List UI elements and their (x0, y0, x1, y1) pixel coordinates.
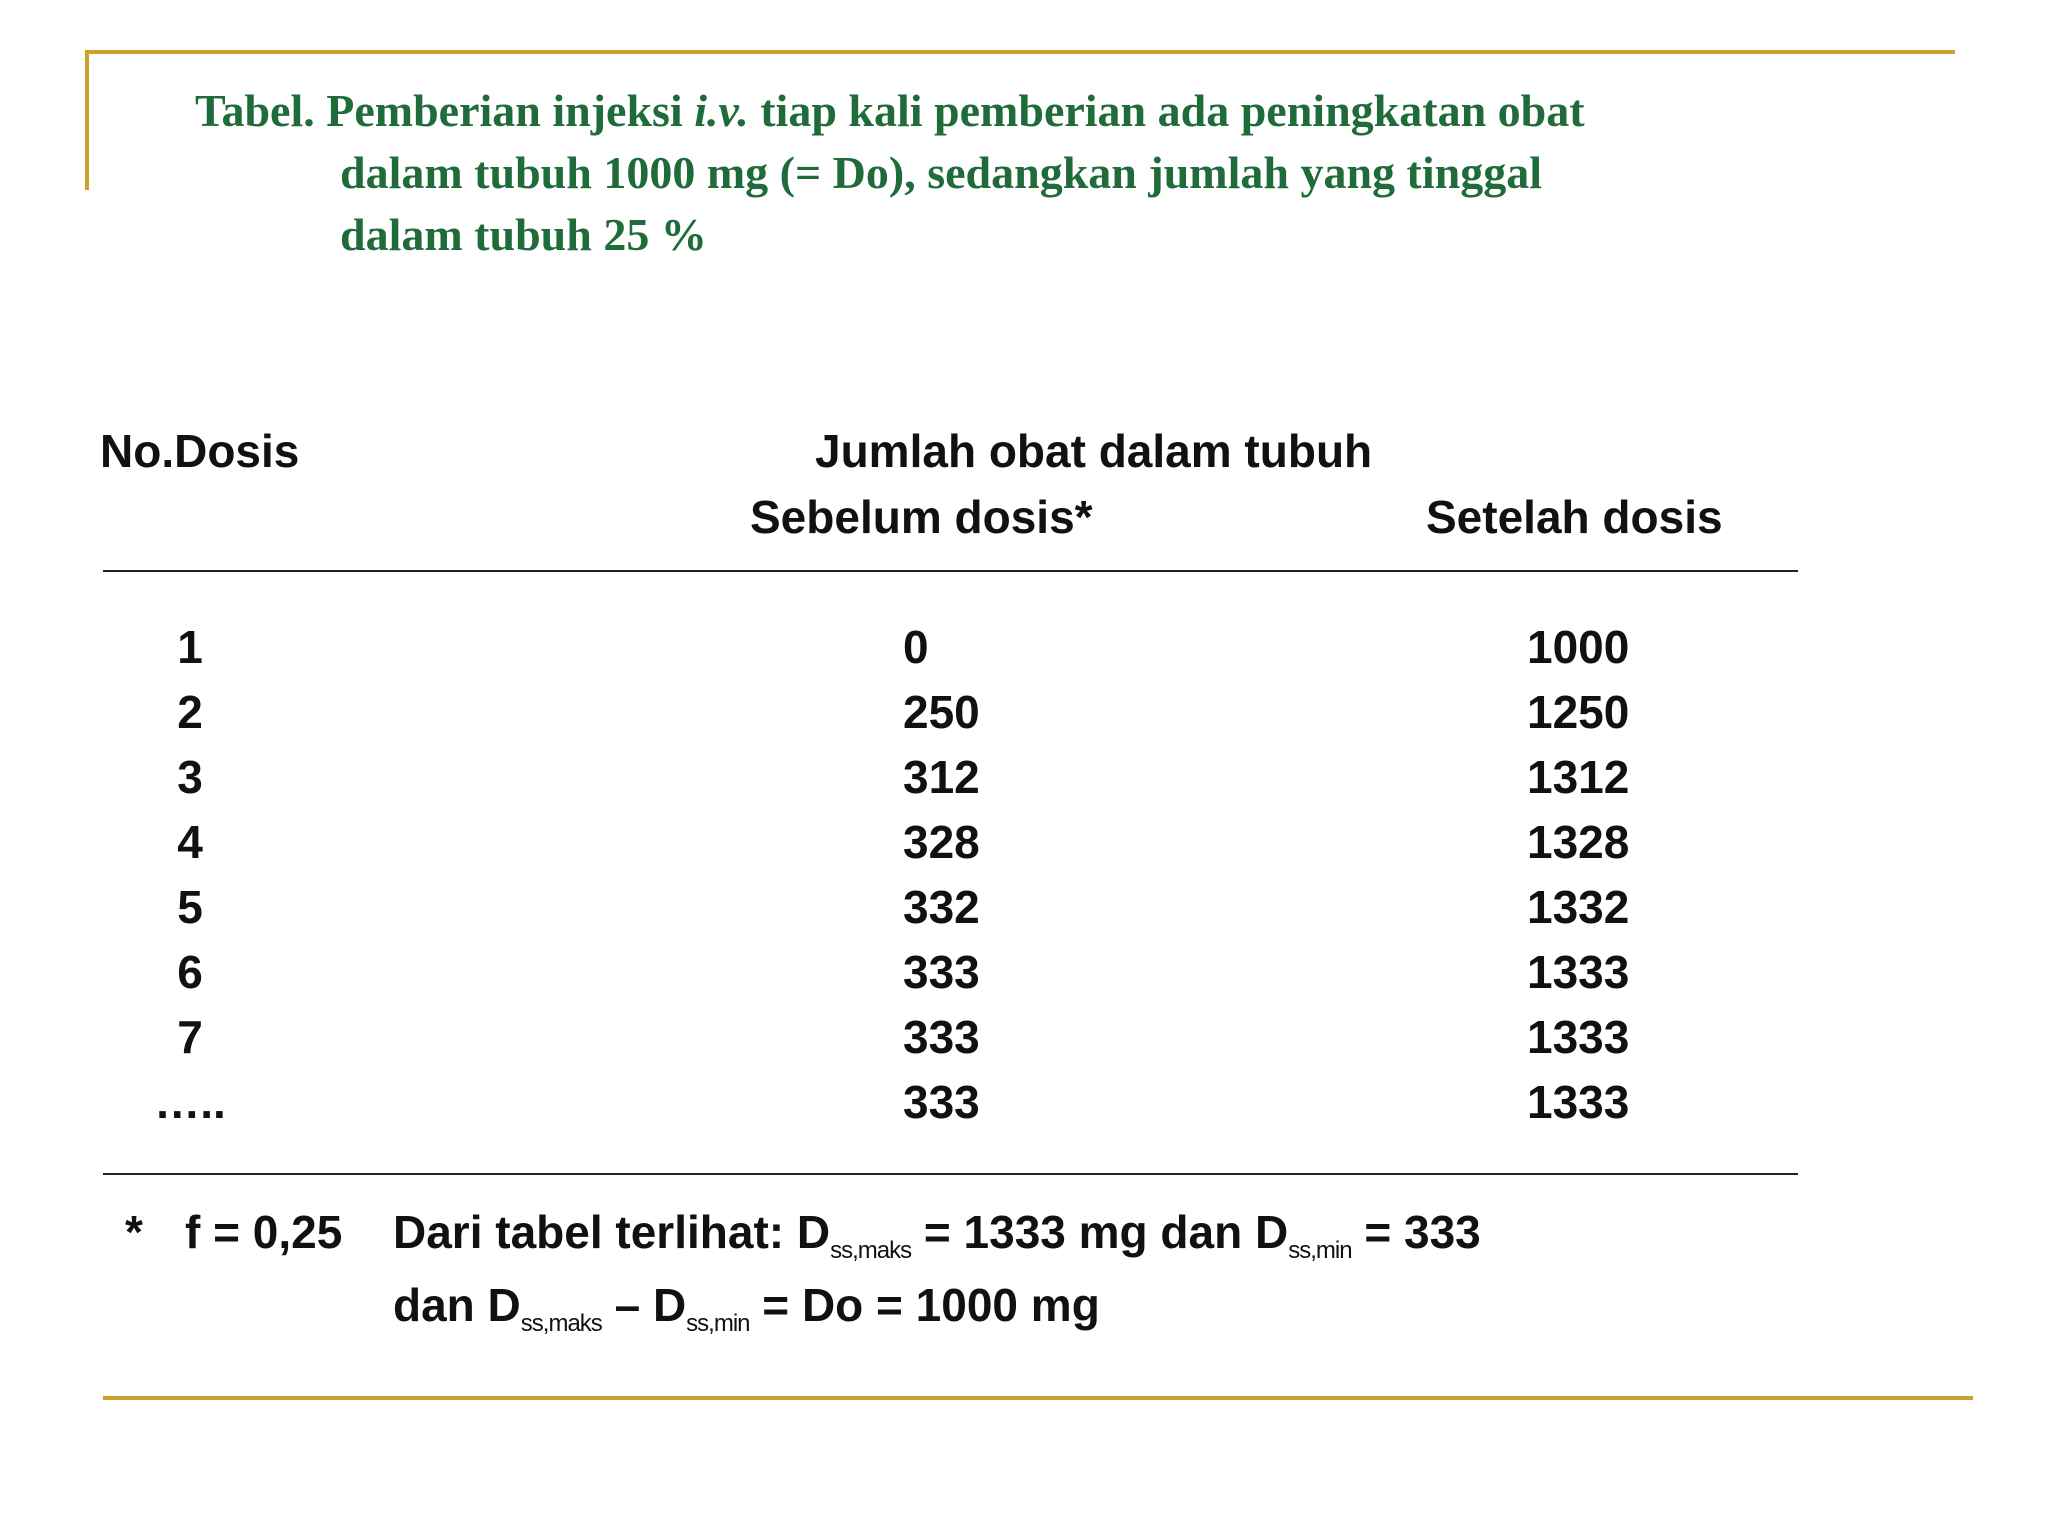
cell-no-dosis: 1 (177, 621, 203, 673)
footnote-f-value: f = 0,25 (185, 1206, 343, 1258)
title-line-2: dalam tubuh 1000 mg (= Do), sedangkan jumlah yang tinggal (340, 147, 1542, 198)
title-line-1: Tabel. Pemberian injeksi i.v. tiap kali pemberian ada peningkatan obat (195, 85, 1585, 136)
table-row (0, 615, 2048, 680)
table-bottom-rule (103, 1173, 1798, 1175)
table-row (0, 875, 2048, 940)
cell-sebelum-dosis: 333 (903, 1076, 980, 1128)
frame-left-line (85, 50, 89, 190)
header-jumlah-obat: Jumlah obat dalam tubuh (815, 425, 1373, 477)
table-row (0, 680, 2048, 745)
cell-sebelum-dosis: 312 (903, 751, 980, 803)
cell-sebelum-dosis: 333 (903, 1011, 980, 1063)
header-sebelum-dosis: Sebelum dosis* (750, 491, 1093, 543)
title-line-3: dalam tubuh 25 % (340, 209, 707, 260)
frame-top-line (85, 50, 1955, 54)
cell-setelah-dosis: 1333 (1527, 946, 1630, 998)
subscript-ss-maks: ss,maks (520, 1310, 602, 1337)
table-row (0, 810, 2048, 875)
subscript-ss-min: ss,min (1288, 1237, 1352, 1264)
cell-setelah-dosis: 1328 (1527, 816, 1630, 868)
title-italic-iv: i.v. (694, 85, 749, 136)
cell-sebelum-dosis: 333 (903, 946, 980, 998)
cell-setelah-dosis: 1332 (1527, 881, 1630, 933)
table-row (0, 1070, 2048, 1135)
table-row (0, 745, 2048, 810)
cell-no-dosis: 2 (177, 686, 203, 738)
frame-bottom-line (103, 1396, 1973, 1400)
cell-setelah-dosis: 1312 (1527, 751, 1630, 803)
cell-no-dosis: 3 (177, 751, 203, 803)
table-row (0, 1005, 2048, 1070)
footnote-star: * (125, 1206, 143, 1258)
cell-no-dosis: 6 (177, 946, 203, 998)
cell-setelah-dosis: 1333 (1527, 1011, 1630, 1063)
cell-setelah-dosis: 1000 (1527, 621, 1630, 673)
cell-sebelum-dosis: 0 (903, 621, 929, 673)
footnote-line-1: Dari tabel terlihat: $D_{ss,maks} = 1333$ mg dan $D_{ss,min} = 333$ (393, 1206, 1481, 1264)
footnote-line-2: dan $D_{ss,maks} - D_{ss,min} = Do = 1000$ mg (393, 1279, 1100, 1337)
header-no-dosis: No.Dosis (100, 425, 300, 477)
cell-sebelum-dosis: 250 (903, 686, 980, 738)
cell-sebelum-dosis: 332 (903, 881, 980, 933)
table-row (0, 940, 2048, 1005)
cell-setelah-dosis: 1333 (1527, 1076, 1630, 1128)
cell-setelah-dosis: 1250 (1527, 686, 1630, 738)
cell-no-dosis: 7 (177, 1011, 203, 1063)
cell-no-dosis: 4 (177, 816, 203, 868)
cell-no-dosis: ….. (154, 1076, 226, 1128)
cell-no-dosis: 5 (177, 881, 203, 933)
table-top-rule (103, 570, 1798, 572)
table-body (0, 615, 2048, 1135)
cell-sebelum-dosis: 328 (903, 816, 980, 868)
slide-title (195, 80, 1895, 266)
header-setelah-dosis: Setelah dosis (1426, 491, 1723, 543)
subscript-ss-min: ss,min (686, 1310, 750, 1337)
subscript-ss-maks: ss,maks (830, 1237, 912, 1264)
